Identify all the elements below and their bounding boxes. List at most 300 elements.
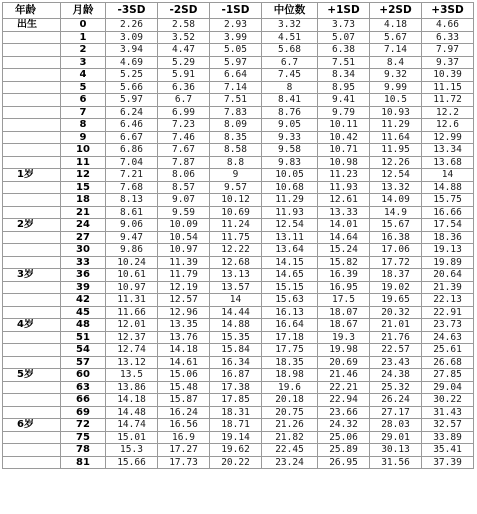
age-cell <box>3 44 61 57</box>
age-cell: 3岁 <box>3 269 61 282</box>
value-cell: 22.91 <box>422 306 474 319</box>
value-cell: 14.01 <box>318 219 370 232</box>
value-cell: 8.8 <box>210 156 262 169</box>
value-cell: 14 <box>210 294 262 307</box>
value-cell: 17.75 <box>262 344 318 357</box>
value-cell: 9.33 <box>262 131 318 144</box>
value-cell: 9.86 <box>106 244 158 257</box>
age-cell <box>3 194 61 207</box>
value-cell: 5.97 <box>106 94 158 107</box>
value-cell: 5.66 <box>106 81 158 94</box>
value-cell: 11.39 <box>158 256 210 269</box>
value-cell: 15.15 <box>262 281 318 294</box>
value-cell: 3.52 <box>158 31 210 44</box>
value-cell: 12.99 <box>422 131 474 144</box>
value-cell: 12.2 <box>422 106 474 119</box>
value-cell: 13.64 <box>262 244 318 257</box>
age-cell: 出生 <box>3 19 61 32</box>
month-cell: 81 <box>61 456 106 469</box>
age-cell <box>3 444 61 457</box>
value-cell: 18.37 <box>370 269 422 282</box>
age-cell <box>3 456 61 469</box>
value-cell: 16.95 <box>318 281 370 294</box>
value-cell: 10.93 <box>370 106 422 119</box>
value-cell: 7.45 <box>262 69 318 82</box>
header-minus-3sd: -3SD <box>106 3 158 19</box>
table-row <box>3 31 474 44</box>
value-cell: 10.42 <box>318 131 370 144</box>
value-cell: 20.75 <box>262 406 318 419</box>
table-row <box>3 19 474 32</box>
value-cell: 13.35 <box>158 319 210 332</box>
value-cell: 10.97 <box>158 244 210 257</box>
value-cell: 10.61 <box>106 269 158 282</box>
value-cell: 18.36 <box>422 231 474 244</box>
value-cell: 18.98 <box>262 369 318 382</box>
value-cell: 8.34 <box>318 69 370 82</box>
table-row <box>3 369 474 382</box>
value-cell: 6.7 <box>262 56 318 69</box>
value-cell: 12.6 <box>422 119 474 132</box>
value-cell: 19.62 <box>210 444 262 457</box>
value-cell: 11.93 <box>318 181 370 194</box>
value-cell: 9 <box>210 169 262 182</box>
table-row <box>3 256 474 269</box>
value-cell: 19.65 <box>370 294 422 307</box>
table-row <box>3 294 474 307</box>
age-cell <box>3 306 61 319</box>
age-cell <box>3 331 61 344</box>
age-cell <box>3 69 61 82</box>
table-row <box>3 244 474 257</box>
value-cell: 26.24 <box>370 394 422 407</box>
value-cell: 11.75 <box>210 231 262 244</box>
value-cell: 19.02 <box>370 281 422 294</box>
value-cell: 13.13 <box>210 269 262 282</box>
value-cell: 17.18 <box>262 331 318 344</box>
month-cell: 2 <box>61 44 106 57</box>
value-cell: 13.34 <box>422 144 474 157</box>
month-cell: 33 <box>61 256 106 269</box>
value-cell: 11.29 <box>370 119 422 132</box>
value-cell: 12.54 <box>262 219 318 232</box>
value-cell: 13.11 <box>262 231 318 244</box>
value-cell: 16.64 <box>262 319 318 332</box>
value-cell: 21.39 <box>422 281 474 294</box>
value-cell: 15.48 <box>158 381 210 394</box>
age-cell <box>3 206 61 219</box>
age-cell: 6岁 <box>3 419 61 432</box>
value-cell: 3.73 <box>318 19 370 32</box>
value-cell: 10.54 <box>158 231 210 244</box>
value-cell: 14.18 <box>106 394 158 407</box>
value-cell: 9.58 <box>262 144 318 157</box>
value-cell: 22.94 <box>318 394 370 407</box>
value-cell: 9.83 <box>262 156 318 169</box>
age-cell <box>3 106 61 119</box>
value-cell: 15.35 <box>210 331 262 344</box>
table-row <box>3 231 474 244</box>
value-cell: 7.04 <box>106 156 158 169</box>
value-cell: 13.32 <box>370 181 422 194</box>
table-row <box>3 44 474 57</box>
month-cell: 66 <box>61 394 106 407</box>
value-cell: 3.94 <box>106 44 158 57</box>
value-cell: 14.15 <box>262 256 318 269</box>
month-cell: 39 <box>61 281 106 294</box>
value-cell: 30.22 <box>422 394 474 407</box>
value-cell: 12.57 <box>158 294 210 307</box>
value-cell: 5.07 <box>318 31 370 44</box>
value-cell: 7.14 <box>370 44 422 57</box>
value-cell: 12.74 <box>106 344 158 357</box>
value-cell: 15.82 <box>318 256 370 269</box>
value-cell: 26.95 <box>318 456 370 469</box>
value-cell: 6.7 <box>158 94 210 107</box>
month-cell: 27 <box>61 231 106 244</box>
value-cell: 11.64 <box>370 131 422 144</box>
value-cell: 14.9 <box>370 206 422 219</box>
month-cell: 48 <box>61 319 106 332</box>
value-cell: 23.24 <box>262 456 318 469</box>
value-cell: 14.61 <box>158 356 210 369</box>
table-row <box>3 331 474 344</box>
age-cell <box>3 231 61 244</box>
age-cell <box>3 31 61 44</box>
age-cell <box>3 431 61 444</box>
value-cell: 37.39 <box>422 456 474 469</box>
value-cell: 8.4 <box>370 56 422 69</box>
value-cell: 14.44 <box>210 306 262 319</box>
value-cell: 29.04 <box>422 381 474 394</box>
value-cell: 25.61 <box>422 344 474 357</box>
value-cell: 7.67 <box>158 144 210 157</box>
value-cell: 6.36 <box>158 81 210 94</box>
value-cell: 10.12 <box>210 194 262 207</box>
age-cell <box>3 244 61 257</box>
value-cell: 12.68 <box>210 256 262 269</box>
value-cell: 19.98 <box>318 344 370 357</box>
table-row <box>3 56 474 69</box>
value-cell: 2.26 <box>106 19 158 32</box>
value-cell: 21.46 <box>318 369 370 382</box>
table-row <box>3 219 474 232</box>
value-cell: 11.24 <box>210 219 262 232</box>
month-cell: 42 <box>61 294 106 307</box>
value-cell: 11.79 <box>158 269 210 282</box>
value-cell: 22.13 <box>422 294 474 307</box>
value-cell: 9.59 <box>158 206 210 219</box>
value-cell: 16.38 <box>370 231 422 244</box>
value-cell: 9.07 <box>158 194 210 207</box>
value-cell: 8.09 <box>210 119 262 132</box>
value-cell: 14.48 <box>106 406 158 419</box>
value-cell: 7.97 <box>422 44 474 57</box>
table-row <box>3 381 474 394</box>
value-cell: 18.67 <box>318 319 370 332</box>
month-cell: 6 <box>61 94 106 107</box>
value-cell: 11.31 <box>106 294 158 307</box>
value-cell: 10.71 <box>318 144 370 157</box>
value-cell: 10.98 <box>318 156 370 169</box>
value-cell: 11.29 <box>262 194 318 207</box>
growth-standard-table <box>2 2 474 469</box>
value-cell: 6.64 <box>210 69 262 82</box>
value-cell: 4.66 <box>422 19 474 32</box>
month-cell: 7 <box>61 106 106 119</box>
value-cell: 22.45 <box>262 444 318 457</box>
value-cell: 17.27 <box>158 444 210 457</box>
value-cell: 31.56 <box>370 456 422 469</box>
value-cell: 5.91 <box>158 69 210 82</box>
value-cell: 7.51 <box>318 56 370 69</box>
value-cell: 6.67 <box>106 131 158 144</box>
value-cell: 24.38 <box>370 369 422 382</box>
value-cell: 23.66 <box>318 406 370 419</box>
value-cell: 11.72 <box>422 94 474 107</box>
age-cell <box>3 144 61 157</box>
table-row <box>3 169 474 182</box>
value-cell: 8.58 <box>210 144 262 157</box>
value-cell: 7.14 <box>210 81 262 94</box>
value-cell: 13.57 <box>210 281 262 294</box>
value-cell: 18.71 <box>210 419 262 432</box>
value-cell: 19.13 <box>422 244 474 257</box>
value-cell: 9.47 <box>106 231 158 244</box>
value-cell: 5.67 <box>370 31 422 44</box>
month-cell: 72 <box>61 419 106 432</box>
value-cell: 9.37 <box>422 56 474 69</box>
value-cell: 12.37 <box>106 331 158 344</box>
value-cell: 15.66 <box>106 456 158 469</box>
value-cell: 29.01 <box>370 431 422 444</box>
value-cell: 12.54 <box>370 169 422 182</box>
value-cell: 16.9 <box>158 431 210 444</box>
age-cell <box>3 381 61 394</box>
value-cell: 23.73 <box>422 319 474 332</box>
value-cell: 8.95 <box>318 81 370 94</box>
month-cell: 8 <box>61 119 106 132</box>
value-cell: 13.68 <box>422 156 474 169</box>
age-cell <box>3 281 61 294</box>
growth-standard-table-container <box>2 2 474 469</box>
value-cell: 12.26 <box>370 156 422 169</box>
value-cell: 10.69 <box>210 206 262 219</box>
value-cell: 16.34 <box>210 356 262 369</box>
month-cell: 45 <box>61 306 106 319</box>
table-row <box>3 94 474 107</box>
table-row <box>3 269 474 282</box>
value-cell: 5.25 <box>106 69 158 82</box>
value-cell: 6.24 <box>106 106 158 119</box>
month-cell: 75 <box>61 431 106 444</box>
table-row <box>3 344 474 357</box>
value-cell: 6.86 <box>106 144 158 157</box>
value-cell: 12.19 <box>158 281 210 294</box>
header-row <box>3 3 474 19</box>
header-minus-2sd: -2SD <box>158 3 210 19</box>
header-plus-1sd: +1SD <box>318 3 370 19</box>
value-cell: 14.09 <box>370 194 422 207</box>
value-cell: 5.05 <box>210 44 262 57</box>
value-cell: 14 <box>422 169 474 182</box>
value-cell: 7.83 <box>210 106 262 119</box>
value-cell: 3.09 <box>106 31 158 44</box>
table-row <box>3 444 474 457</box>
month-cell: 57 <box>61 356 106 369</box>
value-cell: 10.24 <box>106 256 158 269</box>
month-cell: 63 <box>61 381 106 394</box>
value-cell: 5.29 <box>158 56 210 69</box>
value-cell: 20.18 <box>262 394 318 407</box>
value-cell: 8.61 <box>106 206 158 219</box>
value-cell: 3.99 <box>210 31 262 44</box>
month-cell: 18 <box>61 194 106 207</box>
value-cell: 16.13 <box>262 306 318 319</box>
value-cell: 4.18 <box>370 19 422 32</box>
value-cell: 9.06 <box>106 219 158 232</box>
value-cell: 9.05 <box>262 119 318 132</box>
value-cell: 21.82 <box>262 431 318 444</box>
table-row <box>3 419 474 432</box>
month-cell: 78 <box>61 444 106 457</box>
value-cell: 25.06 <box>318 431 370 444</box>
value-cell: 7.21 <box>106 169 158 182</box>
value-cell: 13.76 <box>158 331 210 344</box>
value-cell: 18.31 <box>210 406 262 419</box>
value-cell: 16.87 <box>210 369 262 382</box>
age-cell <box>3 356 61 369</box>
value-cell: 27.85 <box>422 369 474 382</box>
value-cell: 11.15 <box>422 81 474 94</box>
value-cell: 13.5 <box>106 369 158 382</box>
value-cell: 35.41 <box>422 444 474 457</box>
value-cell: 10.68 <box>262 181 318 194</box>
value-cell: 31.43 <box>422 406 474 419</box>
value-cell: 21.26 <box>262 419 318 432</box>
value-cell: 15.84 <box>210 344 262 357</box>
value-cell: 14.74 <box>106 419 158 432</box>
value-cell: 28.03 <box>370 419 422 432</box>
age-cell <box>3 131 61 144</box>
age-cell <box>3 156 61 169</box>
value-cell: 6.99 <box>158 106 210 119</box>
value-cell: 4.69 <box>106 56 158 69</box>
value-cell: 17.72 <box>370 256 422 269</box>
value-cell: 16.66 <box>422 206 474 219</box>
value-cell: 12.22 <box>210 244 262 257</box>
table-row <box>3 156 474 169</box>
value-cell: 13.86 <box>106 381 158 394</box>
header-month: 月龄 <box>61 3 106 19</box>
month-cell: 9 <box>61 131 106 144</box>
value-cell: 15.63 <box>262 294 318 307</box>
table-row <box>3 81 474 94</box>
age-cell <box>3 56 61 69</box>
month-cell: 54 <box>61 344 106 357</box>
value-cell: 17.85 <box>210 394 262 407</box>
value-cell: 7.87 <box>158 156 210 169</box>
value-cell: 11.23 <box>318 169 370 182</box>
value-cell: 8.57 <box>158 181 210 194</box>
value-cell: 18.35 <box>262 356 318 369</box>
month-cell: 24 <box>61 219 106 232</box>
table-row <box>3 356 474 369</box>
age-cell: 5岁 <box>3 369 61 382</box>
value-cell: 21.01 <box>370 319 422 332</box>
value-cell: 8.13 <box>106 194 158 207</box>
month-cell: 1 <box>61 31 106 44</box>
value-cell: 14.65 <box>262 269 318 282</box>
age-cell: 4岁 <box>3 319 61 332</box>
value-cell: 15.06 <box>158 369 210 382</box>
table-row <box>3 106 474 119</box>
value-cell: 10.09 <box>158 219 210 232</box>
header-median: 中位数 <box>262 3 318 19</box>
value-cell: 8.41 <box>262 94 318 107</box>
table-row <box>3 119 474 132</box>
month-cell: 0 <box>61 19 106 32</box>
value-cell: 17.73 <box>158 456 210 469</box>
value-cell: 19.14 <box>210 431 262 444</box>
value-cell: 9.41 <box>318 94 370 107</box>
value-cell: 24.32 <box>318 419 370 432</box>
value-cell: 9.57 <box>210 181 262 194</box>
value-cell: 33.89 <box>422 431 474 444</box>
month-cell: 3 <box>61 56 106 69</box>
age-cell <box>3 256 61 269</box>
value-cell: 12.01 <box>106 319 158 332</box>
value-cell: 13.12 <box>106 356 158 369</box>
value-cell: 10.11 <box>318 119 370 132</box>
value-cell: 11.95 <box>370 144 422 157</box>
value-cell: 17.06 <box>370 244 422 257</box>
age-cell <box>3 181 61 194</box>
table-row <box>3 281 474 294</box>
value-cell: 8.06 <box>158 169 210 182</box>
value-cell: 22.21 <box>318 381 370 394</box>
value-cell: 16.56 <box>158 419 210 432</box>
value-cell: 4.51 <box>262 31 318 44</box>
value-cell: 17.54 <box>422 219 474 232</box>
value-cell: 15.3 <box>106 444 158 457</box>
table-row <box>3 456 474 469</box>
month-cell: 12 <box>61 169 106 182</box>
table-row <box>3 131 474 144</box>
value-cell: 32.57 <box>422 419 474 432</box>
value-cell: 7.46 <box>158 131 210 144</box>
value-cell: 11.93 <box>262 206 318 219</box>
table-row <box>3 406 474 419</box>
value-cell: 6.46 <box>106 119 158 132</box>
table-row <box>3 394 474 407</box>
value-cell: 15.87 <box>158 394 210 407</box>
value-cell: 17.5 <box>318 294 370 307</box>
value-cell: 6.38 <box>318 44 370 57</box>
value-cell: 10.97 <box>106 281 158 294</box>
value-cell: 20.69 <box>318 356 370 369</box>
table-body <box>3 19 474 469</box>
value-cell: 27.17 <box>370 406 422 419</box>
table-row <box>3 431 474 444</box>
age-cell <box>3 344 61 357</box>
month-cell: 15 <box>61 181 106 194</box>
age-cell <box>3 119 61 132</box>
month-cell: 36 <box>61 269 106 282</box>
month-cell: 69 <box>61 406 106 419</box>
value-cell: 25.32 <box>370 381 422 394</box>
value-cell: 14.88 <box>422 181 474 194</box>
